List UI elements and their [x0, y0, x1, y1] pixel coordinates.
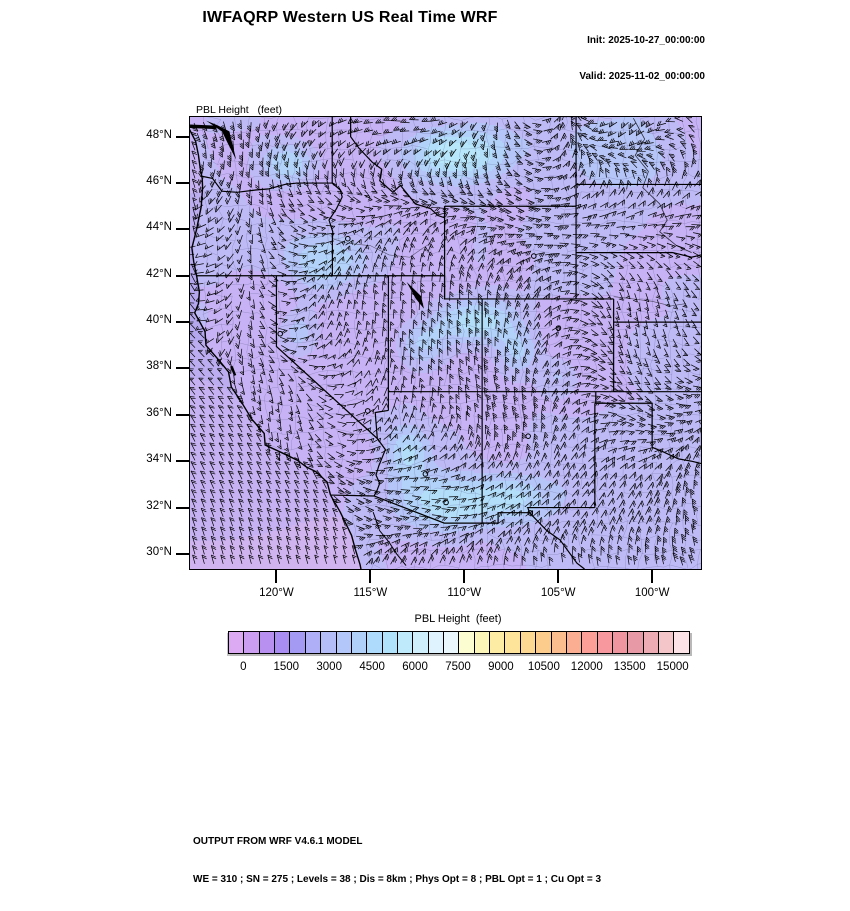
page-title: IWFAQRP Western US Real Time WRF — [202, 9, 498, 26]
colorbar-cell — [367, 632, 382, 653]
colorbar — [228, 631, 690, 654]
y-axis-tick — [176, 367, 189, 369]
colorbar-cell — [413, 632, 428, 653]
colorbar-cell — [567, 632, 582, 653]
colorbar-cell — [229, 632, 244, 653]
colorbar-tick-label: 15000 — [656, 661, 689, 673]
y-axis-label: 48°N — [146, 128, 172, 141]
colorbar-cell — [582, 632, 597, 653]
colorbar-tick-label: 6000 — [402, 661, 428, 673]
x-axis-label: 105°W — [540, 587, 576, 599]
colorbar-cell — [659, 632, 674, 653]
y-axis-label: 38°N — [146, 360, 172, 373]
colorbar-cell — [674, 632, 688, 653]
y-axis-label: 44°N — [146, 221, 172, 234]
y-axis-tick — [176, 182, 189, 184]
colorbar-cell — [321, 632, 336, 653]
x-axis-label: 120°W — [259, 587, 294, 599]
x-axis-tick — [557, 570, 559, 583]
y-axis-tick — [176, 321, 189, 323]
field-label-pbl: PBL Height (feet) — [196, 104, 282, 116]
colorbar-cell — [275, 632, 290, 653]
footer-text — [193, 811, 601, 911]
y-axis-tick — [176, 136, 189, 138]
colorbar-cell — [644, 632, 659, 653]
colorbar-tick-label: 7500 — [445, 661, 471, 673]
colorbar-cell — [536, 632, 551, 653]
colorbar-cell — [383, 632, 398, 653]
y-axis-label: 40°N — [146, 314, 172, 327]
colorbar-cell — [337, 632, 352, 653]
x-axis-label: 100°W — [634, 587, 670, 599]
colorbar-cell — [505, 632, 520, 653]
footer-line-1: OUTPUT FROM WRF V4.6.1 MODEL — [193, 836, 363, 847]
y-axis-tick — [176, 460, 189, 462]
colorbar-cell — [613, 632, 628, 653]
colorbar-cell — [521, 632, 536, 653]
colorbar-cell — [444, 632, 459, 653]
colorbar-cell — [552, 632, 567, 653]
colorbar-tick-label: 12000 — [570, 661, 603, 673]
y-axis-label: 30°N — [146, 545, 172, 558]
map-canvas — [189, 116, 702, 570]
colorbar-tick-label: 9000 — [488, 661, 514, 673]
colorbar-title: PBL Height (feet) — [414, 613, 502, 625]
colorbar-cell — [352, 632, 367, 653]
init-time-label: Init: 2025-10-27_00:00:00 — [587, 35, 705, 46]
colorbar-cell — [628, 632, 643, 653]
x-axis-tick — [275, 570, 277, 583]
y-axis-label: 32°N — [146, 499, 172, 512]
run-times — [545, 11, 705, 107]
colorbar-tick-label: 4500 — [359, 661, 385, 673]
colorbar-cell — [244, 632, 259, 653]
colorbar-cell — [475, 632, 490, 653]
colorbar-cell — [290, 632, 305, 653]
valid-time-label: Valid: 2025-11-02_00:00:00 — [579, 71, 705, 82]
colorbar-tick-label: 0 — [240, 661, 247, 673]
footer-line-2: WE = 310 ; SN = 275 ; Levels = 38 ; Dis = 8km ; Phys Opt = 8 ; PBL Opt = 1 ; Cu Opt = 3 — [193, 873, 602, 885]
x-axis-tick — [369, 570, 371, 583]
y-axis-tick — [176, 228, 189, 230]
colorbar-tick-label: 3000 — [316, 661, 342, 673]
x-axis-label: 115°W — [353, 587, 388, 599]
y-axis-label: 42°N — [146, 267, 172, 280]
y-axis-tick — [176, 275, 189, 277]
colorbar-cell — [459, 632, 474, 653]
colorbar-cell — [429, 632, 444, 653]
y-axis-tick — [176, 507, 189, 509]
colorbar-cell — [398, 632, 413, 653]
colorbar-cell — [306, 632, 321, 653]
x-axis-tick — [463, 570, 465, 583]
y-axis-tick — [176, 553, 189, 555]
y-axis-label: 34°N — [146, 453, 172, 466]
colorbar-tick-label: 1500 — [273, 661, 300, 673]
map-area — [189, 116, 702, 570]
y-axis-label: 46°N — [146, 175, 172, 188]
colorbar-cell — [598, 632, 613, 653]
y-axis-tick — [176, 414, 189, 416]
x-axis-label: 110°W — [447, 587, 482, 599]
colorbar-tick-label: 13500 — [613, 661, 646, 673]
colorbar-tick-label: 10500 — [527, 661, 560, 673]
colorbar-cell — [490, 632, 505, 653]
x-axis-tick — [651, 570, 653, 583]
y-axis-label: 36°N — [146, 406, 172, 419]
colorbar-cell — [260, 632, 275, 653]
